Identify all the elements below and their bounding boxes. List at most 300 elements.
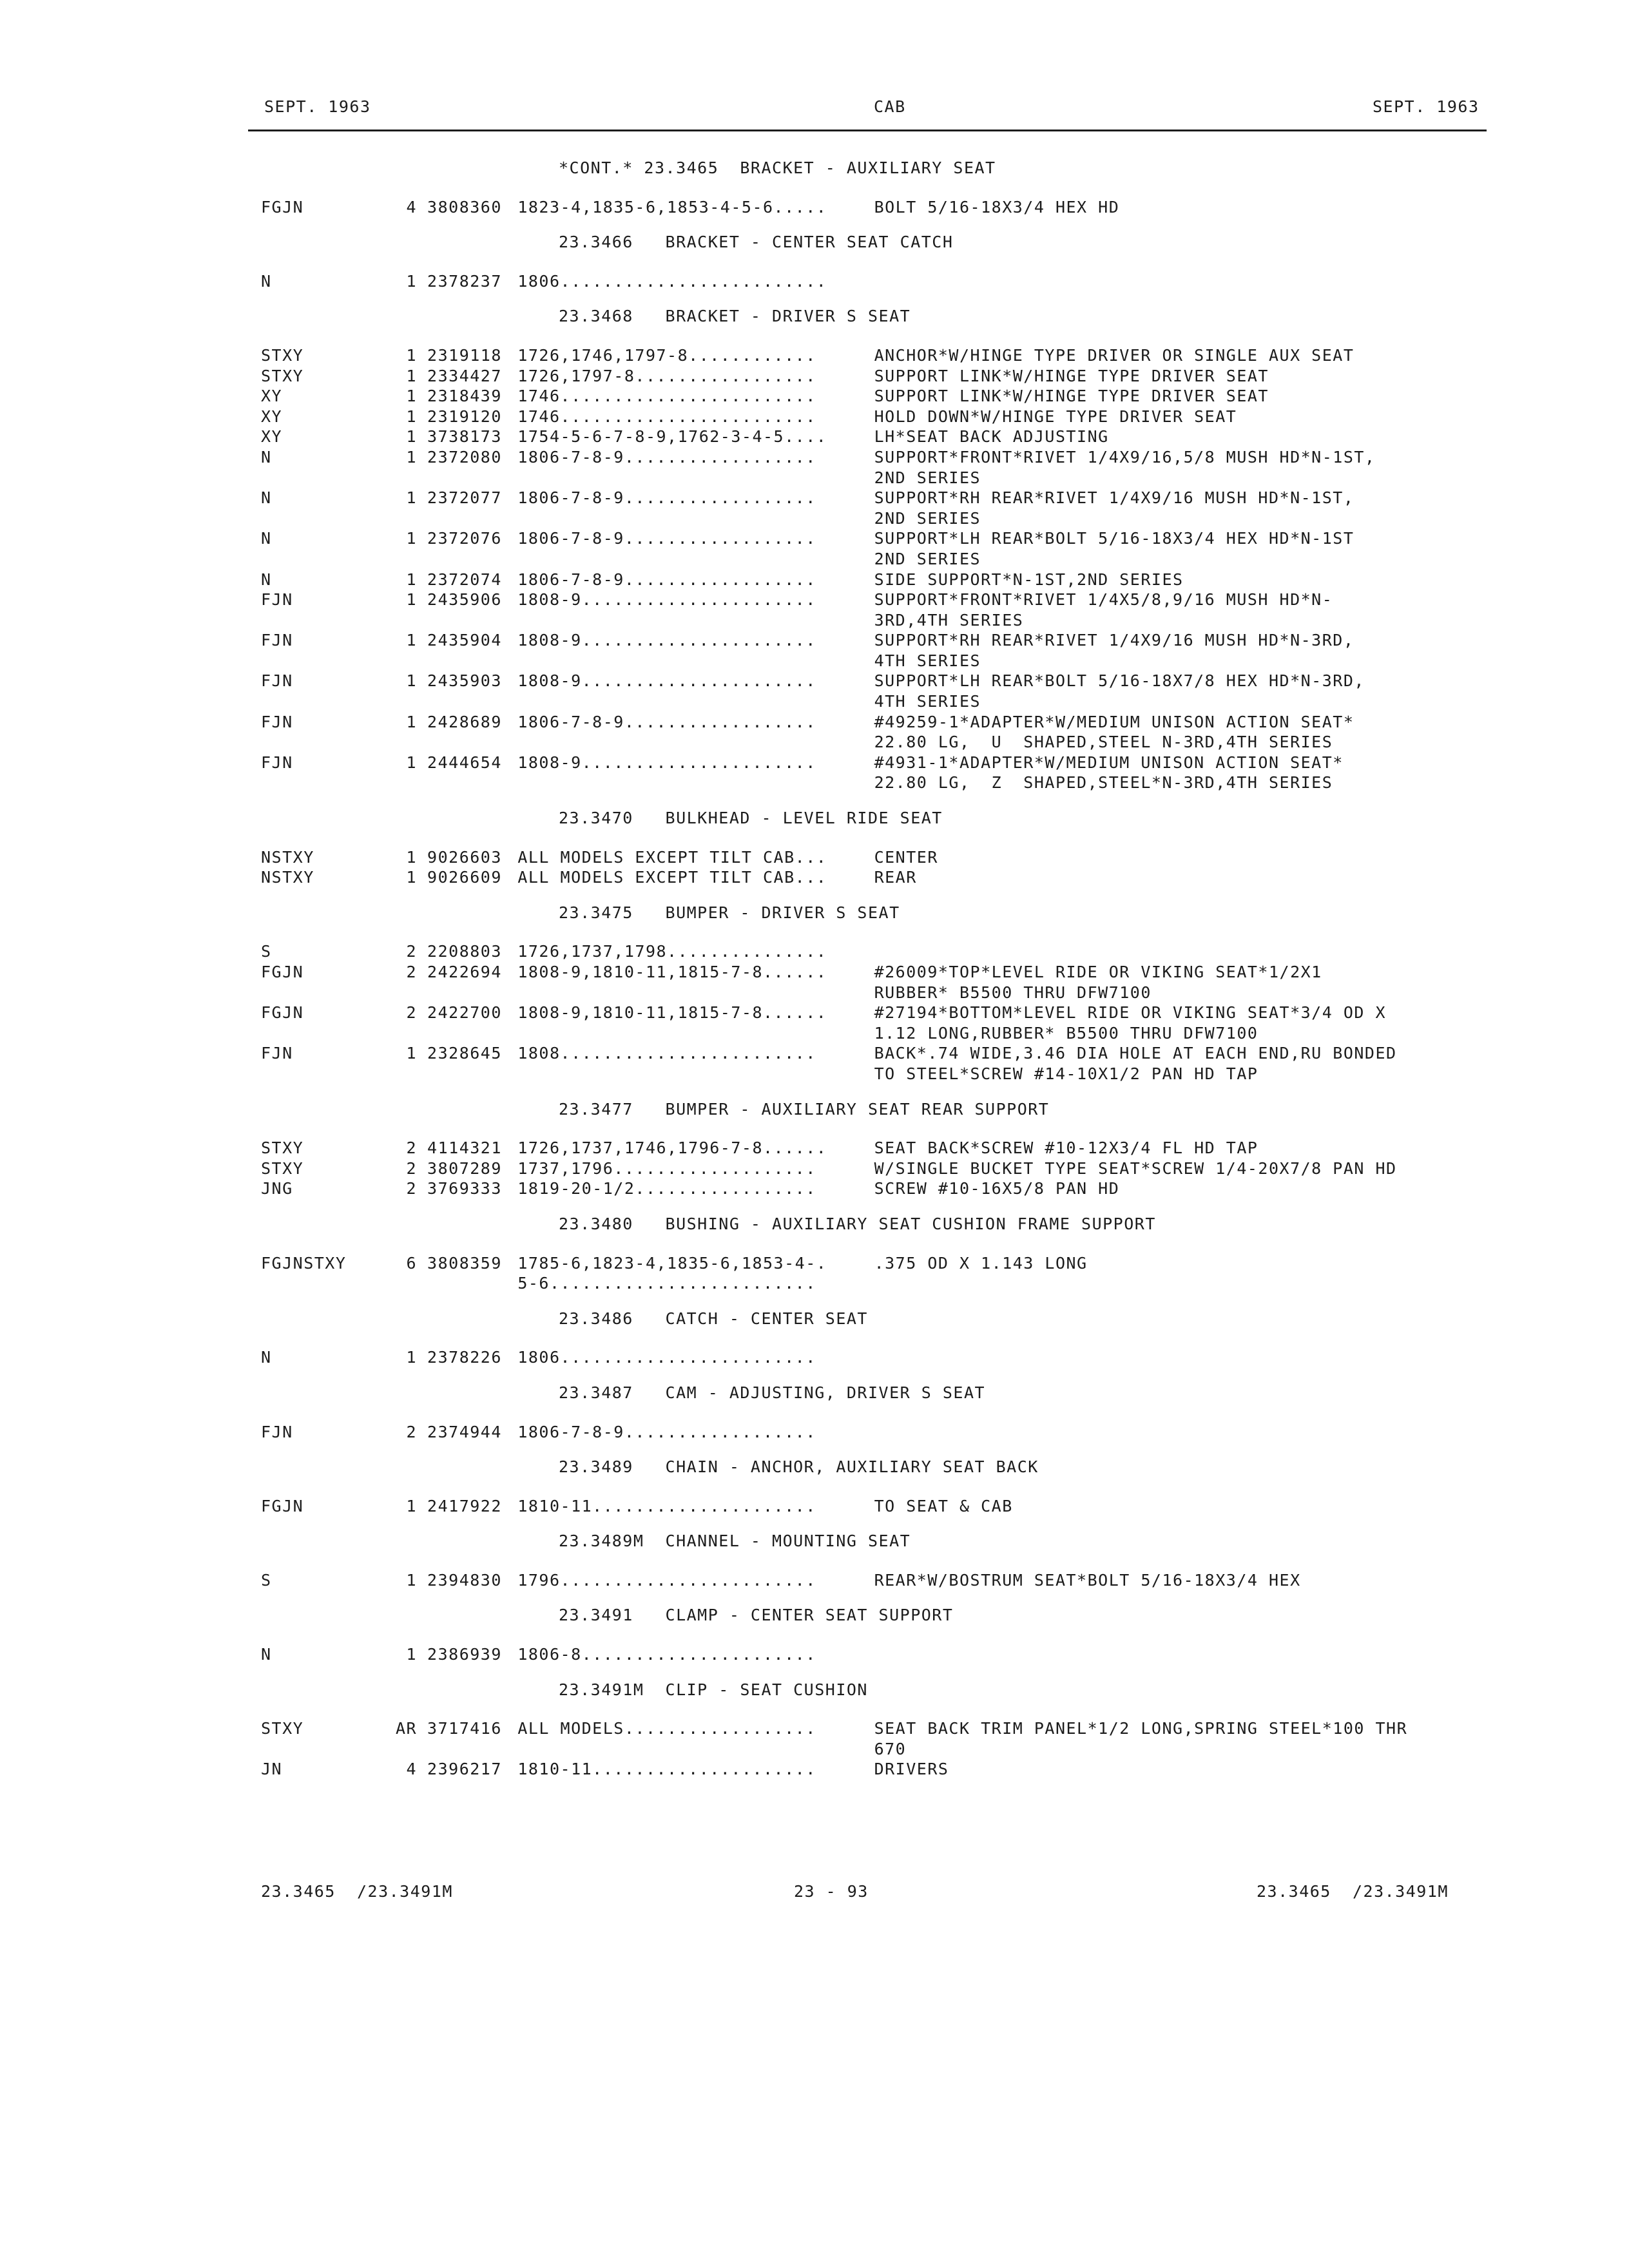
part-row	[261, 847, 1485, 868]
model-codes: FGJN	[261, 963, 304, 981]
description-line: TO SEAT & CAB	[874, 1496, 1013, 1515]
description-line: SUPPORT*FRONT*RIVET 1/4X9/16,5/8 MUSH HD*N-1ST,	[874, 447, 1376, 466]
description-line: REAR*W/BOSTRUM SEAT*BOLT 5/16-18X3/4 HEX	[874, 1570, 1301, 1590]
part-description	[874, 590, 1485, 630]
quantity: 1	[406, 407, 418, 426]
model-codes: FGJNSTXY	[261, 1253, 347, 1273]
part-description	[874, 847, 1485, 868]
model-range-line: 1808........................	[517, 1044, 816, 1063]
part-row	[261, 1422, 1485, 1443]
part-number: 3808360	[427, 197, 502, 216]
model-range	[517, 1718, 874, 1759]
description-line: HOLD DOWN*W/HINGE TYPE DRIVER SEAT	[874, 407, 1237, 426]
section-block	[261, 232, 1485, 291]
part-description	[874, 1043, 1485, 1084]
part-number: 2372076	[427, 529, 502, 548]
model-codes: FJN	[261, 1044, 293, 1063]
quantity: 2	[406, 963, 418, 981]
quantity: 1	[406, 488, 418, 508]
quantity: 1	[406, 1570, 418, 1590]
description-line: SUPPORT*RH REAR*RIVET 1/4X9/16 MUSH HD*N-1ST,	[874, 488, 1354, 508]
model-range-line: 1808-9......................	[517, 671, 816, 691]
description-line: BACK*.74 WIDE,3.46 DIA HOLE AT EACH END,RU BONDED	[874, 1044, 1397, 1063]
part-description	[874, 962, 1485, 1003]
part-description	[874, 753, 1485, 793]
section-block	[261, 158, 1485, 217]
part-number: 2334427	[427, 366, 502, 385]
part-description	[874, 1422, 1485, 1443]
part-number: 3717416	[427, 1719, 502, 1738]
model-range	[517, 1347, 874, 1368]
part-number: 2396217	[427, 1760, 502, 1779]
part-row	[261, 570, 1485, 590]
description-line: 22.80 LG, U SHAPED,STEEL N-3RD,4TH SERIES	[874, 733, 1333, 752]
model-range	[517, 847, 874, 868]
model-range	[517, 1496, 874, 1517]
model-range-line: 1806-7-8-9..................	[517, 1422, 816, 1441]
quantity: 2	[406, 1139, 418, 1158]
model-codes: S	[261, 1570, 272, 1590]
model-range	[517, 630, 874, 671]
model-codes: STXY	[261, 345, 304, 365]
description-line: SCREW #10-16X5/8 PAN HD	[874, 1179, 1120, 1198]
model-codes: N	[261, 488, 272, 508]
model-range-line: 1806-8......................	[517, 1645, 816, 1664]
model-codes: FJN	[261, 590, 293, 610]
part-row	[261, 427, 1485, 447]
part-number: 2378226	[427, 1348, 502, 1367]
model-range	[517, 1570, 874, 1591]
model-range	[517, 528, 874, 569]
part-number: 2318439	[427, 387, 502, 406]
model-range-line: 1746........................	[517, 407, 816, 426]
section-block	[261, 1605, 1485, 1664]
part-description	[874, 427, 1485, 447]
model-range	[517, 1178, 874, 1199]
header-rule	[248, 130, 1487, 131]
part-number: 2372080	[427, 447, 502, 466]
quantity: 2	[406, 942, 418, 961]
part-description	[874, 1138, 1485, 1158]
part-row	[261, 1003, 1485, 1043]
quantity: 1	[406, 590, 418, 610]
model-codes: NSTXY	[261, 868, 314, 887]
part-row	[261, 941, 1485, 962]
part-description	[874, 345, 1485, 366]
part-number: 3808359	[427, 1253, 502, 1273]
model-range-line: 1726,1797-8.................	[517, 366, 816, 385]
parts-listing	[261, 158, 1485, 1780]
header-date-right: SEPT. 1963	[1373, 97, 1480, 116]
model-range-line: 1726,1737,1798...............	[517, 942, 827, 961]
model-range-line: 1806........................	[517, 1348, 816, 1367]
quantity: 2	[406, 1422, 418, 1441]
model-range	[517, 570, 874, 590]
part-number: 2208803	[427, 942, 502, 961]
description-line: 3RD,4TH SERIES	[874, 610, 1024, 629]
part-description	[874, 1253, 1485, 1294]
model-range	[517, 1253, 874, 1294]
description-line: SEAT BACK*SCREW #10-12X3/4 FL HD TAP	[874, 1139, 1258, 1158]
quantity: 1	[406, 387, 418, 406]
part-number: 2319120	[427, 407, 502, 426]
part-row	[261, 1253, 1485, 1294]
footer-range-left: 23.3465 /23.3491M	[261, 1882, 453, 1901]
description-line: 22.80 LG, Z SHAPED,STEEL*N-3RD,4TH SERIES	[874, 773, 1333, 793]
part-number: 4114321	[427, 1139, 502, 1158]
part-description	[874, 1003, 1485, 1043]
model-range-line: 1808-9,1810-11,1815-7-8......	[517, 1003, 827, 1023]
description-line: RUBBER* B5500 THRU DFW7100	[874, 983, 1152, 1002]
part-description	[874, 366, 1485, 387]
section-title: 23.3468 BRACKET - DRIVER S SEAT	[559, 307, 911, 326]
model-codes: JN	[261, 1760, 283, 1779]
model-range-line: 1808-9......................	[517, 753, 816, 772]
part-row	[261, 1138, 1485, 1158]
quantity: 4	[406, 1760, 418, 1779]
description-line: SUPPORT*RH REAR*RIVET 1/4X9/16 MUSH HD*N-3RD,	[874, 631, 1354, 650]
description-line: CENTER	[874, 847, 938, 867]
part-number: 3738173	[427, 427, 502, 447]
section-block	[261, 1457, 1485, 1516]
quantity: 1	[406, 631, 418, 650]
quantity: 1	[406, 345, 418, 365]
quantity: 1	[406, 427, 418, 447]
model-codes: XY	[261, 407, 283, 426]
part-row	[261, 386, 1485, 407]
part-number: 2319118	[427, 345, 502, 365]
part-description	[874, 1759, 1485, 1780]
model-range-line: 1796........................	[517, 1570, 816, 1590]
part-description	[874, 271, 1485, 292]
description-line: #4931-1*ADAPTER*W/MEDIUM UNISON ACTION SEAT*	[874, 753, 1344, 772]
part-description	[874, 1347, 1485, 1368]
part-row	[261, 1043, 1485, 1084]
model-codes: STXY	[261, 1158, 304, 1178]
part-number: 2372077	[427, 488, 502, 508]
part-row	[261, 366, 1485, 387]
quantity: 1	[406, 753, 418, 772]
part-number: 2435904	[427, 631, 502, 650]
model-range	[517, 867, 874, 888]
model-codes: FGJN	[261, 197, 304, 216]
quantity: 2	[406, 1158, 418, 1178]
model-range	[517, 1043, 874, 1084]
model-range	[517, 407, 874, 427]
section-block	[261, 1309, 1485, 1368]
section-block	[261, 306, 1485, 793]
part-description	[874, 1570, 1485, 1591]
part-number: 2328645	[427, 1044, 502, 1063]
quantity: 1	[406, 570, 418, 589]
model-codes: N	[261, 1348, 272, 1367]
part-row	[261, 1496, 1485, 1517]
section-block	[261, 1214, 1485, 1294]
part-row	[261, 590, 1485, 630]
model-range-line: 1726,1737,1746,1796-7-8......	[517, 1139, 827, 1158]
description-line: DRIVERS	[874, 1760, 949, 1779]
part-number: 2444654	[427, 753, 502, 772]
model-range-line: 1806-7-8-9..................	[517, 529, 816, 548]
part-description	[874, 570, 1485, 590]
description-line: SIDE SUPPORT*N-1ST,2ND SERIES	[874, 570, 1184, 589]
model-range	[517, 271, 874, 292]
header-date-left: SEPT. 1963	[264, 97, 371, 116]
description-line: 4TH SERIES	[874, 651, 981, 670]
part-description	[874, 630, 1485, 671]
section-title: 23.3489M CHANNEL - MOUNTING SEAT	[559, 1532, 911, 1551]
description-line: SUPPORT LINK*W/HINGE TYPE DRIVER SEAT	[874, 366, 1269, 385]
description-line: 1.12 LONG,RUBBER* B5500 THRU DFW7100	[874, 1023, 1258, 1043]
quantity: 1	[406, 712, 418, 731]
description-line: ANCHOR*W/HINGE TYPE DRIVER OR SINGLE AUX SEAT	[874, 345, 1354, 365]
description-line: 4TH SERIES	[874, 692, 981, 711]
model-range-line: 1806-7-8-9..................	[517, 712, 816, 731]
model-range-line: ALL MODELS EXCEPT TILT CAB...	[517, 868, 827, 887]
quantity: 1	[406, 271, 418, 291]
part-number: 3807289	[427, 1158, 502, 1178]
model-range-line: 1737,1796...................	[517, 1158, 816, 1178]
part-row	[261, 1158, 1485, 1179]
model-range-line: 1808-9......................	[517, 590, 816, 610]
section-title: 23.3466 BRACKET - CENTER SEAT CATCH	[559, 233, 954, 252]
part-number: 3769333	[427, 1179, 502, 1198]
description-line: TO STEEL*SCREW #14-10X1/2 PAN HD TAP	[874, 1064, 1258, 1083]
model-codes: FGJN	[261, 1003, 304, 1023]
header-section-title: CAB	[874, 97, 906, 116]
model-codes: FJN	[261, 1422, 293, 1441]
model-codes: N	[261, 529, 272, 548]
model-range	[517, 1158, 874, 1179]
part-row	[261, 1178, 1485, 1199]
part-number: 2422694	[427, 963, 502, 981]
model-codes: N	[261, 570, 272, 589]
section-title: 23.3491 CLAMP - CENTER SEAT SUPPORT	[559, 1606, 954, 1625]
model-range-line: 1806-7-8-9..................	[517, 488, 816, 508]
part-description	[874, 671, 1485, 711]
section-title: 23.3489 CHAIN - ANCHOR, AUXILIARY SEAT BACK	[559, 1457, 1039, 1477]
model-codes: STXY	[261, 1139, 304, 1158]
model-range-line: 1819-20-1/2.................	[517, 1179, 816, 1198]
model-range	[517, 366, 874, 387]
model-range	[517, 488, 874, 528]
section-title: 23.3486 CATCH - CENTER SEAT	[559, 1309, 868, 1328]
model-range-line: 1806-7-8-9..................	[517, 570, 816, 589]
model-codes: STXY	[261, 366, 304, 385]
model-range-line: 1806.........................	[517, 271, 827, 291]
model-codes: XY	[261, 427, 283, 447]
section-title: 23.3487 CAM - ADJUSTING, DRIVER S SEAT	[559, 1383, 986, 1402]
quantity: 2	[406, 1179, 418, 1198]
part-row	[261, 528, 1485, 569]
section-block	[261, 1383, 1485, 1442]
part-row	[261, 345, 1485, 366]
model-range-line: 1808-9,1810-11,1815-7-8......	[517, 963, 827, 981]
part-row	[261, 712, 1485, 753]
quantity: 1	[406, 1496, 418, 1515]
section-title: 23.3475 BUMPER - DRIVER S SEAT	[559, 903, 900, 922]
part-description	[874, 941, 1485, 962]
section-title: 23.3470 BULKHEAD - LEVEL RIDE SEAT	[559, 809, 943, 828]
section-block	[261, 808, 1485, 888]
model-codes: XY	[261, 387, 283, 406]
model-range	[517, 427, 874, 447]
part-description	[874, 712, 1485, 753]
model-range-line: 1785-6,1823-4,1835-6,1853-4-.	[517, 1253, 827, 1273]
section-title: 23.3477 BUMPER - AUXILIARY SEAT REAR SUPPORT	[559, 1099, 1050, 1119]
model-range	[517, 712, 874, 753]
section-block	[261, 1680, 1485, 1780]
quantity: 1	[406, 1044, 418, 1063]
model-range-line: ALL MODELS EXCEPT TILT CAB...	[517, 847, 827, 867]
description-line: .375 OD X 1.143 LONG	[874, 1253, 1088, 1273]
description-line: SUPPORT*LH REAR*BOLT 5/16-18X7/8 HEX HD*N-3RD,	[874, 671, 1365, 691]
model-range-line: 1810-11.....................	[517, 1496, 816, 1515]
quantity: 1	[406, 868, 418, 887]
part-row	[261, 1347, 1485, 1368]
part-number: 2394830	[427, 1570, 502, 1590]
section-title: *CONT.* 23.3465 BRACKET - AUXILIARY SEAT	[559, 159, 996, 177]
part-row	[261, 962, 1485, 1003]
model-codes: JNG	[261, 1179, 293, 1198]
part-number: 9026609	[427, 868, 502, 887]
description-line: 670	[874, 1739, 907, 1758]
description-line: BOLT 5/16-18X3/4 HEX HD	[874, 197, 1120, 216]
part-number: 2372074	[427, 570, 502, 589]
model-codes: FGJN	[261, 1496, 304, 1515]
quantity: 1	[406, 671, 418, 691]
part-row	[261, 197, 1485, 218]
model-range	[517, 941, 874, 962]
model-codes: N	[261, 271, 272, 291]
model-range-line: 1810-11.....................	[517, 1760, 816, 1779]
part-description	[874, 1496, 1485, 1517]
part-row	[261, 671, 1485, 711]
part-row	[261, 1644, 1485, 1665]
part-row	[261, 867, 1485, 888]
quantity: 1	[406, 447, 418, 466]
footer-page-number: 23 - 93	[794, 1882, 869, 1901]
model-range-line: 1806-7-8-9..................	[517, 447, 816, 466]
part-row	[261, 488, 1485, 528]
model-range	[517, 1003, 874, 1043]
model-codes: FJN	[261, 712, 293, 731]
quantity: 1	[406, 529, 418, 548]
description-line: 2ND SERIES	[874, 468, 981, 487]
model-range-line: ALL MODELS..................	[517, 1719, 816, 1738]
section-block	[261, 1099, 1485, 1199]
description-line: W/SINGLE BUCKET TYPE SEAT*SCREW 1/4-20X7/8 PAN HD	[874, 1158, 1397, 1178]
quantity: AR	[395, 1719, 418, 1738]
model-range	[517, 753, 874, 793]
part-number: 2435906	[427, 590, 502, 610]
part-number: 2428689	[427, 712, 502, 731]
model-range	[517, 447, 874, 488]
quantity: 1	[406, 1348, 418, 1367]
part-description	[874, 488, 1485, 528]
model-codes: N	[261, 447, 272, 466]
model-range-line: 5-6.........................	[517, 1274, 816, 1293]
model-range-line: 1808-9......................	[517, 631, 816, 650]
description-line: SUPPORT*FRONT*RIVET 1/4X5/8,9/16 MUSH HD*N-	[874, 590, 1333, 610]
model-range	[517, 197, 874, 218]
model-range-line: 1746........................	[517, 387, 816, 406]
model-range	[517, 1138, 874, 1158]
model-range	[517, 590, 874, 630]
section-block	[261, 903, 1485, 1084]
model-range	[517, 386, 874, 407]
part-description	[874, 1178, 1485, 1199]
model-range-line: 1823-4,1835-6,1853-4-5-6.....	[517, 197, 827, 216]
part-description	[874, 867, 1485, 888]
part-description	[874, 447, 1485, 488]
model-range	[517, 1422, 874, 1443]
part-row	[261, 1718, 1485, 1759]
part-row	[261, 1570, 1485, 1591]
description-line: REAR	[874, 868, 917, 887]
part-number: 2422700	[427, 1003, 502, 1023]
part-number: 2417922	[427, 1496, 502, 1515]
model-range	[517, 962, 874, 1003]
part-row	[261, 271, 1485, 292]
model-range-line: 1726,1746,1797-8............	[517, 345, 816, 365]
quantity: 1	[406, 1645, 418, 1664]
part-row	[261, 407, 1485, 427]
description-line: SUPPORT*LH REAR*BOLT 5/16-18X3/4 HEX HD*N-1ST	[874, 529, 1354, 548]
model-range-line: 1754-5-6-7-8-9,1762-3-4-5....	[517, 427, 827, 447]
model-codes: STXY	[261, 1719, 304, 1738]
quantity: 4	[406, 197, 418, 216]
quantity: 1	[406, 366, 418, 385]
model-range	[517, 1644, 874, 1665]
part-row	[261, 1759, 1485, 1780]
description-line: #27194*BOTTOM*LEVEL RIDE OR VIKING SEAT*3/4 OD X	[874, 1003, 1387, 1023]
quantity: 6	[406, 1253, 418, 1273]
model-codes: NSTXY	[261, 847, 314, 867]
quantity: 2	[406, 1003, 418, 1023]
model-codes: S	[261, 942, 272, 961]
model-codes: FJN	[261, 671, 293, 691]
part-number: 9026603	[427, 847, 502, 867]
part-row	[261, 630, 1485, 671]
model-range	[517, 1759, 874, 1780]
description-line: SEAT BACK TRIM PANEL*1/2 LONG,SPRING STEEL*100 THR	[874, 1719, 1408, 1738]
model-range	[517, 671, 874, 711]
part-description	[874, 1718, 1485, 1759]
part-number: 2374944	[427, 1422, 502, 1441]
part-description	[874, 528, 1485, 569]
description-line: #49259-1*ADAPTER*W/MEDIUM UNISON ACTION SEAT*	[874, 712, 1354, 731]
footer-range-right: 23.3465 /23.3491M	[1257, 1882, 1449, 1901]
model-codes: N	[261, 1645, 272, 1664]
model-range	[517, 345, 874, 366]
part-number: 2378237	[427, 271, 502, 291]
description-line: #26009*TOP*LEVEL RIDE OR VIKING SEAT*1/2X1	[874, 963, 1322, 981]
part-description	[874, 197, 1485, 218]
section-block	[261, 1531, 1485, 1590]
description-line: 2ND SERIES	[874, 508, 981, 528]
description-line: SUPPORT LINK*W/HINGE TYPE DRIVER SEAT	[874, 387, 1269, 406]
part-row	[261, 753, 1485, 793]
section-title: 23.3480 BUSHING - AUXILIARY SEAT CUSHION FRAME SUPPORT	[559, 1214, 1156, 1233]
section-title: 23.3491M CLIP - SEAT CUSHION	[559, 1680, 868, 1699]
part-description	[874, 386, 1485, 407]
description-line: LH*SEAT BACK ADJUSTING	[874, 427, 1109, 447]
model-codes: FJN	[261, 631, 293, 650]
part-number: 2386939	[427, 1645, 502, 1664]
part-description	[874, 407, 1485, 427]
part-number: 2435903	[427, 671, 502, 691]
